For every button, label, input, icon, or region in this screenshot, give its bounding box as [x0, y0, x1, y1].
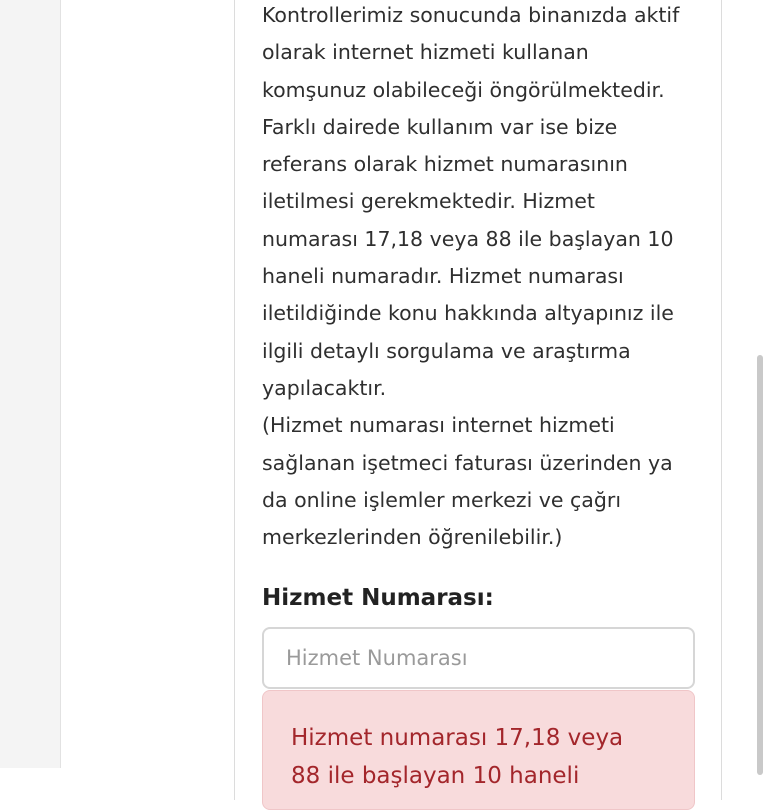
gutter-divider	[60, 0, 61, 768]
info-paragraph: Kontrollerimiz sonucunda binanızda aktif olarak internet hizmeti kullanan komşunuz olabileceği öngörülmektedir. Farklı dairede kullanım var ise bize referans olarak hizmet numarasının iletilmesi gerekmektedir. Hizmet numarası 17,18 veya 88 ile başlayan 10 haneli numaradır. Hizmet numarası iletildiğinde konu hakkında altyapınız ile ilgili detaylı sorgulama ve araştırma yapılacaktır. (Hizmet numarası internet hizmeti sağlanan işetmeci faturası üzerinden ya da online işlemler merkezi ve çağrı merkezlerinden öğrenilebilir.)	[262, 3, 680, 550]
scrollbar-thumb[interactable]	[757, 355, 763, 775]
service-number-label: Hizmet Numarası:	[262, 585, 494, 611]
service-number-input[interactable]	[262, 627, 695, 689]
left-gutter	[0, 0, 60, 768]
error-message: Hizmet numarası 17,18 veya 88 ile başlayan 10 haneli	[291, 725, 624, 789]
